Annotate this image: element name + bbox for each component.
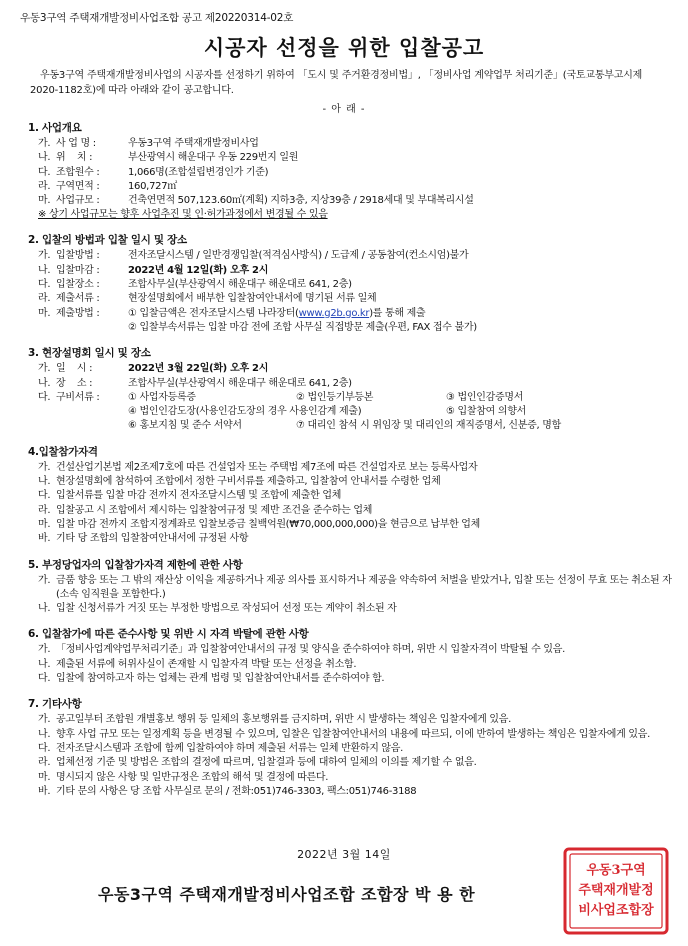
other-item: 가. 공고일부터 조합원 개별홍보 행위 등 일체의 홍보행위를 금지하며, 위반 시 발생하는 책임은 입찰자에게 있음. [38,714,512,726]
section-business-overview [28,120,674,222]
bidding-row: 마. 제출방법 : ① 입찰금액은 전자조달시스템 나라장터(www.g2b.go.kr)를 통해 제출 [38,307,426,319]
eligibility-item: 다. 입찰서류를 입찰 마감 전까지 전자조달시스템 및 조합에 제출한 업체 [38,490,342,502]
doc-item: ⑤ 입찰참여 의향서 [446,406,526,418]
doc-item: ④ 법인인감도장(사용인감도장의 경우 사용인감계 제출) [128,406,362,418]
overview-row: 마. 사업규모 : 건축연면적 507,123.60㎡(계획) 지하3층, 지상39층 / 2918세대 및 부대복리시설 [38,195,474,207]
eligibility-item: 가. 건설산업기본법 제2조제7호에 따른 건설업자 또는 주택법 제7조에 따른 건설업자로 보는 등록사업자 [38,461,478,473]
eligibility-item: 바. 기타 당 조합의 입찰참여안내서에 규정된 사항 [38,533,249,545]
svg-text:우동3구역: 우동3구역 [586,863,646,878]
disqualification-item: 가. 금품 향응 또는 그 밖의 재산상 이익을 제공하거나 제공 의사를 표시하거나 제공을 약속하여 처벌을 받았거나, 입찰 또는 선정이 무효 또는 취소된 자(소속 임직원을 포함한다.) [38,574,672,600]
eligibility-item: 마. 입찰 마감 전까지 조합지정계좌로 입찰보증금 칠백억원(₩70,000,000,000)을 현금으로 납부한 업체 [38,518,481,530]
svg-text:주택재개발정: 주택재개발정 [578,883,654,898]
doc-item: ③ 법인인감증명서 [446,391,524,403]
other-item: 바. 기타 문의 사항은 당 조합 사무실로 문의 / 전화:051)746-3303, 팩스:051)746-3188 [38,785,417,797]
intro-text: 우동3구역 주택재개발정비사업의 시공자를 선정하기 위하여 「도시 및 주거환경정비법」, 「정비사업 계약업무 처리기준」(국토교통부고시제2020-1182호)에 따라 아래와 같이 공고합니다. [30,70,643,96]
doc-item: ⑦ 대리인 참석 시 위임장 및 대리인의 재직증명서, 신분증, 명함 [296,420,561,432]
section-briefing-session [28,345,674,433]
overview-row: 가. 사 업 명 : 우동3구역 주택재개발정비사업 [38,138,259,149]
notice-date: 2022년 3월 14일 [297,848,391,861]
compliance-item: 다. 입찰에 참여하고자 하는 업체는 관계 법령 및 입찰참여안내서를 준수하여야 함. [38,673,385,685]
page-title: 시공자 선정을 위한 입찰공고 [203,36,485,60]
other-item: 다. 전자조달시스템과 조합에 함께 입찰하여야 하며 제출된 서류는 일체 반환하지 않음. [38,742,404,754]
compliance-item: 나. 제출된 서류에 허위사실이 존재할 시 입찰자격 박탈 또는 선정을 취소함. [38,658,357,670]
doc-item: ② 법인등기부등본 [296,391,374,403]
section-heading: 2. 입찰의 방법과 입찰 일시 및 장소 [28,234,187,247]
bidding-row: 나. 입찰마감 : 2022년 4월 12일(화) 오후 2시 [38,264,269,276]
section-heading: 5. 부정당업자의 입찰참가자격 제한에 관한 사항 [28,558,243,571]
bidding-row: 가. 입찰방법 : 전자조달시스템 / 일반경쟁입찰(적격심사방식) / 도급제 / 공동참여(컨소시엄)불가 [38,250,469,262]
other-item: 마. 명시되지 않은 사항 및 일반규정은 조합의 해석 및 결정에 따른다. [38,771,329,783]
section-heading: 6. 입찰참가에 따른 준수사항 및 위반 시 자격 박탈에 관한 사항 [28,628,309,641]
g2b-link[interactable]: www.g2b.go.kr [298,307,370,319]
signer-line: 우동3구역 주택재개발정비사업조합 조합장 박 용 한 [98,885,476,904]
disqualification-item: 나. 입찰 신청서류가 거짓 또는 부정한 방법으로 작성되어 선정 또는 계약이 취소된 자 [38,603,397,615]
other-item: 라. 업체선정 기준 및 방법은 조합의 결정에 따르며, 입찰결과 등에 대하여 일체의 이의를 제기할 수 없음. [38,757,477,769]
notice-number: 우동3구역 주택재개발정비사업조합 공고 제20220314-02호 [20,12,294,24]
compliance-item: 가. 「정비사업계약업무처리기준」과 입찰참여안내서의 규정 및 양식을 준수하여야 하며, 위반 시 입찰자격이 박탈될 수 있음. [38,644,565,656]
bidding-row: 다. 입찰장소 : 조합사무실(부산광역시 해운대구 해운대로 641, 2층) [38,279,352,291]
bidding-row: ② 입찰부속서류는 입찰 마감 전에 조합 사무실 직접방문 제출(우편, FAX 접수 불가) [128,321,477,333]
section-disqualification [28,557,674,617]
bidding-row: 라. 제출서류 : 현장설명회에서 배부한 입찰참여안내서에 명기된 서류 일체 [38,293,377,305]
section-other-matters [28,696,674,799]
other-item: 나. 향후 사업 규모 또는 일정계획 등을 변경될 수 있으며, 입찰은 입찰참여안내서의 내용에 따르되, 이에 반하여 발생하는 책임은 입찰자에게 있음. [38,728,650,740]
section-heading: 4.입찰참가자격 [28,445,98,458]
briefing-row: 다. 구비서류 : ① 사업자등록증 ② 법인등기부등본 ③ 법인인감증명서 [28,391,674,405]
official-seal-icon [562,846,670,936]
section-heading: 3. 현장설명회 일시 및 장소 [28,347,151,360]
section-bidding-method [28,232,674,335]
section-heading: 7. 기타사항 [28,698,82,711]
notice-body [28,120,674,809]
svg-text:비사업조합장: 비사업조합장 [578,903,654,918]
overview-row: 라. 구역면적 : 160,727㎡ [38,180,177,192]
overview-row: 나. 위 치 : 부산광역시 해운대구 우동 229번지 일원 [38,152,299,164]
briefing-row: 가. 일 시 : 2022년 3월 22일(화) 오후 2시 [38,363,269,375]
briefing-row: 나. 장 소 : 조합사무실(부산광역시 해운대구 해운대로 641, 2층) [38,377,352,389]
section-compliance [28,626,674,686]
eligibility-item: 라. 입찰공고 시 조합에서 제시하는 입찰참여규정 및 제반 조건을 준수하는 업체 [38,504,373,516]
section-eligibility [28,444,674,547]
doc-item: ⑥ 홍보지침 및 준수 서약서 [128,420,242,432]
overview-note: ※ 상기 사업규모는 향후 사업추진 및 인·허가과정에서 변경될 수 있음 [38,209,328,221]
section-heading: 1. 사업개요 [28,122,82,134]
arae-divider: - 아 래 - [322,104,366,115]
doc-line [28,419,674,433]
intro-paragraph [30,68,666,98]
doc-line [28,405,674,419]
overview-row: 다. 조합원수 : 1,066명(조합설립변경인가 기준) [38,166,269,178]
eligibility-item: 나. 현장설명회에 참석하여 조합에서 정한 구비서류를 제출하고, 입찰참여 안내서를 수령한 업체 [38,476,441,488]
